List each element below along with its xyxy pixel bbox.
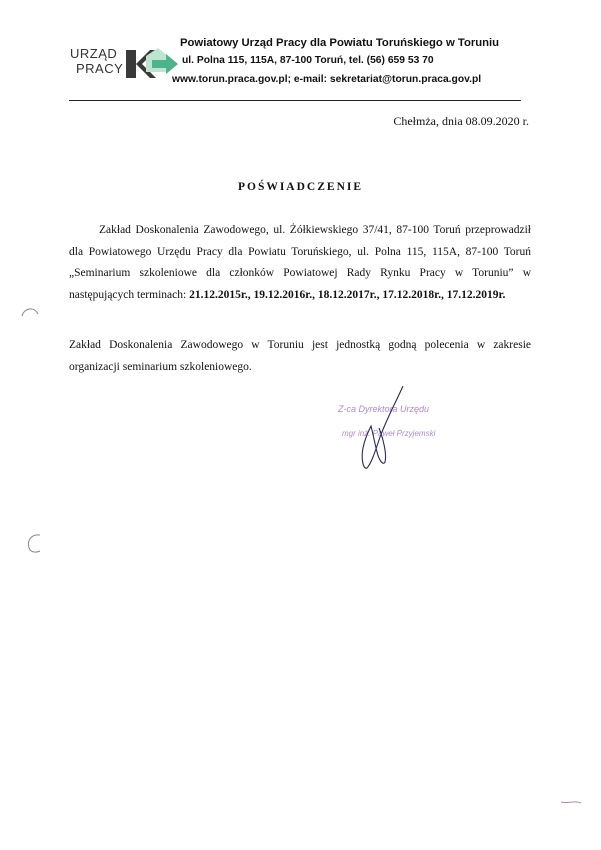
paragraph-1-text: Zakład Doskonalenia Zawodowego, ul. Żółkiewskiego 37/41, 87-100 Toruń przeprowadził dla Powiatowego Urzędu Pracy dla Powiatu Toruńskiego, ul. Polna 115, 115A, 87-100 Toruń „Seminarium szkoleniowe dla członków Powiatowej Rady Rynku Pracy w Toruniu” w następujących terminach:: [69, 224, 531, 301]
handwritten-signature: [345, 382, 415, 474]
logo-line-1: URZĄD: [70, 46, 118, 61]
office-contact: www.torun.praca.gov.pl; e-mail: sekretariat@torun.praca.gov.pl: [172, 74, 482, 85]
date-line: Chełmża, dnia 08.09.2020 r.: [393, 114, 529, 128]
stamp-line-2: mgr inż. Paweł Przyjemski: [342, 429, 436, 438]
logo-text: [70, 46, 123, 76]
office-address: ul. Polna 115, 115A, 87-100 Toruń, tel. (56) 659 53 70: [182, 55, 434, 66]
office-logo: [70, 44, 180, 90]
office-name: Powiatowy Urząd Pracy dla Powiatu Toruńskiego w Toruniu: [180, 37, 500, 49]
document-title: POŚWIADCZENIE: [237, 181, 364, 193]
logo-line-2: PRACY: [76, 61, 124, 76]
paragraph-1: [69, 220, 531, 306]
stamp-line-1: Z-ca Dyrektora Urzędu: [338, 404, 430, 414]
office-header: [172, 36, 520, 88]
header-divider: [69, 100, 521, 101]
paragraph-2: Zakład Doskonalenia Zawodowego w Toruniu jest jednostką godną polecenia w zakresie organizacji seminarium szkoleniowego.: [69, 339, 531, 373]
punch-hole-mark: [20, 304, 40, 320]
scan-edge-mark: [559, 798, 583, 806]
paragraph-1-dates: 21.12.2015r., 19.12.2016r., 18.12.2017r., 17.12.2018r., 17.12.2019r.: [189, 288, 506, 301]
punch-hole-mark: [24, 532, 44, 554]
